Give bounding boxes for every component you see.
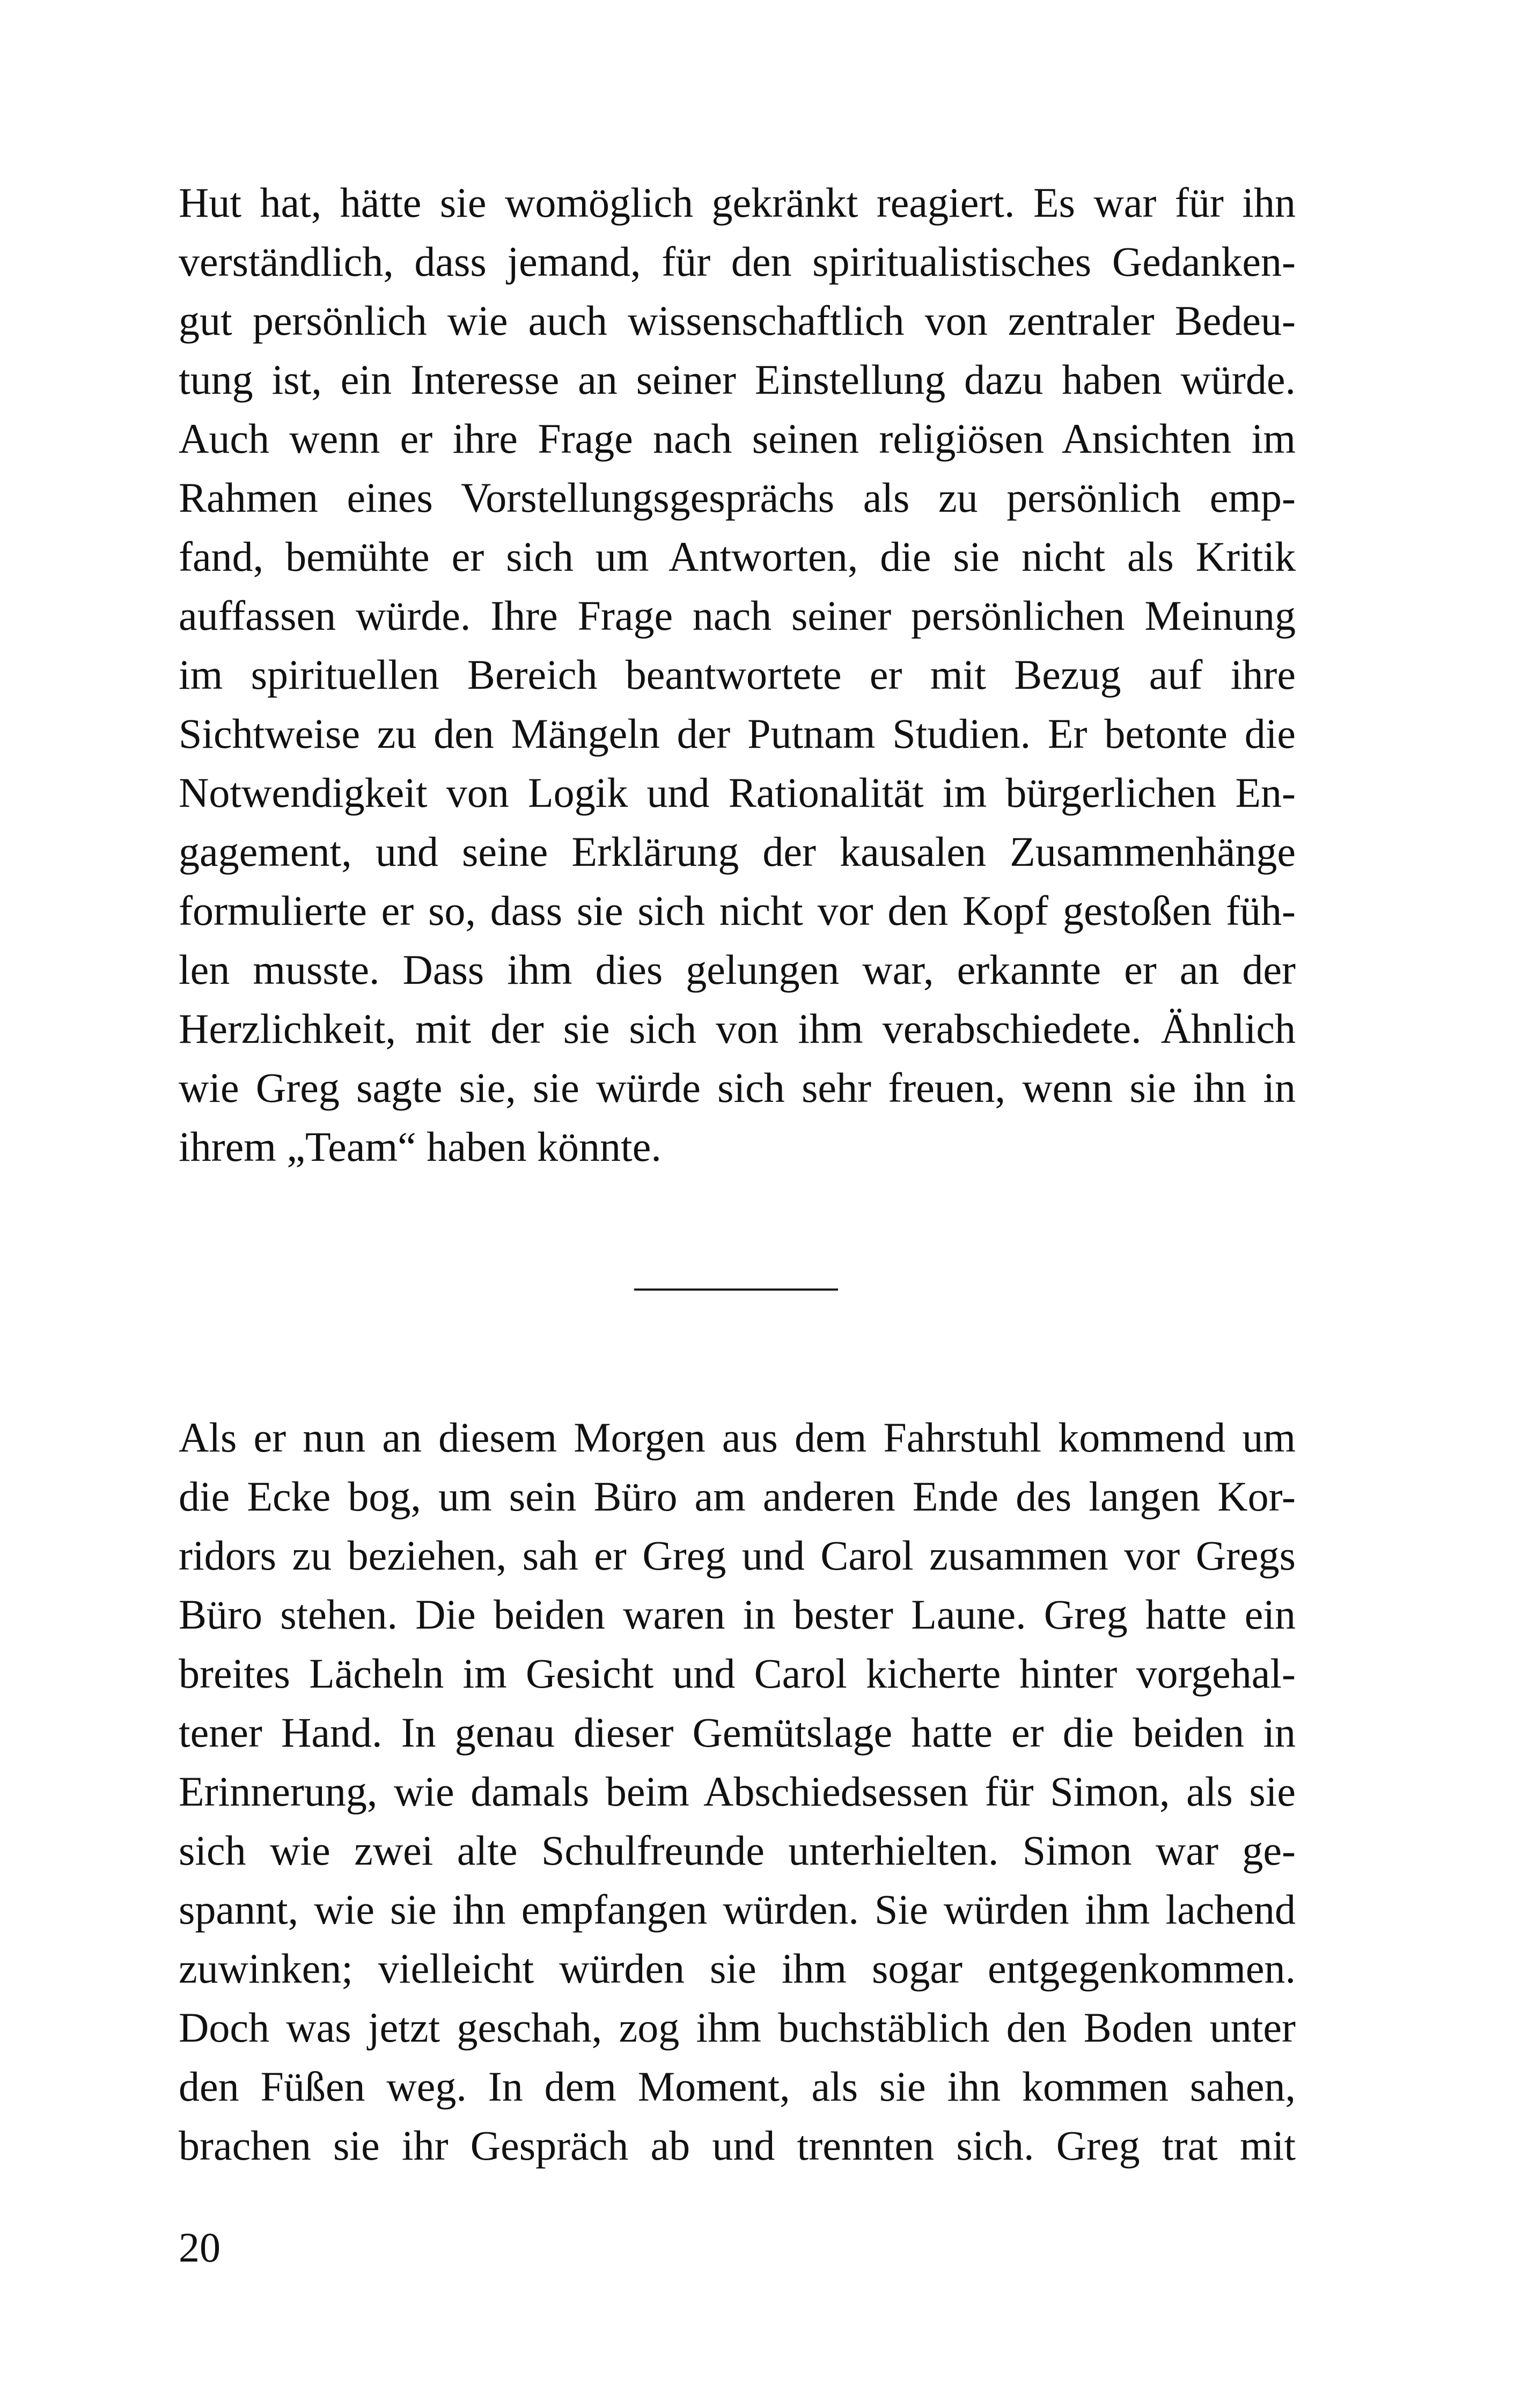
text-line: die Ecke bog, um sein Büro am anderen Ende des langen Kor- (179, 1473, 1296, 1520)
text-line: Als er nun an diesem Morgen aus dem Fahrstuhl kommend um (179, 1414, 1296, 1461)
text-line: den Füßen weg. In dem Moment, als sie ihn kommen sahen, (179, 2063, 1296, 2110)
text-line: formulierte er so, dass sie sich nicht vor den Kopf gestoßen füh- (179, 887, 1296, 934)
text-line: ihrem „Team“ haben könnte. (179, 1123, 662, 1170)
text-line: fand, bemühte er sich um Antworten, die sie nicht als Kritik (179, 533, 1296, 580)
text-line: tung ist, ein Interesse an seiner Einstellung dazu haben würde. (179, 356, 1296, 403)
text-line: Notwendigkeit von Logik und Rationalität im bürgerlichen En- (179, 769, 1296, 816)
text-line: verständlich, dass jemand, für den spiritualistisches Gedanken- (179, 238, 1296, 285)
text-line: Sichtweise zu den Mängeln der Putnam Studien. Er betonte die (179, 710, 1296, 757)
text-line: auffassen würde. Ihre Frage nach seiner persönlichen Meinung (179, 592, 1296, 639)
text-line: Doch was jetzt geschah, zog ihm buchstäblich den Boden unter (179, 2004, 1296, 2051)
text-line: zuwinken; vielleicht würden sie ihm sogar entgegenkommen. (179, 1945, 1296, 1992)
text-line: tener Hand. In genau dieser Gemütslage hatte er die beiden in (179, 1709, 1296, 1756)
text-line: Büro stehen. Die beiden waren in bester Laune. Greg hatte ein (179, 1591, 1296, 1638)
text-line: gut persönlich wie auch wissenschaftlich von zentraler Bedeu- (179, 297, 1296, 344)
text-line: wie Greg sagte sie, sie würde sich sehr freuen, wenn sie ihn in (179, 1064, 1296, 1111)
text-line: breites Lächeln im Gesicht und Carol kicherte hinter vorgehal- (179, 1650, 1296, 1697)
text-line: Auch wenn er ihre Frage nach seinen religiösen Ansichten im (179, 415, 1296, 462)
text-line: Rahmen eines Vorstellungsgesprächs als zu persönlich emp- (179, 474, 1296, 521)
text-line: brachen sie ihr Gespräch ab und trennten sich. Greg trat mit (179, 2122, 1296, 2169)
paragraph-1 (179, 173, 1296, 1176)
text-line: Herzlichkeit, mit der sie sich von ihm verabschiedete. Ähnlich (179, 1005, 1296, 1052)
text-line: len musste. Dass ihm dies gelungen war, erkannte er an der (179, 946, 1296, 993)
text-line: sich wie zwei alte Schulfreunde unterhielten. Simon war ge- (179, 1827, 1296, 1874)
section-divider (634, 1288, 838, 1291)
text-line: gagement, und seine Erklärung der kausalen Zusammenhänge (179, 828, 1296, 875)
text-line: spannt, wie sie ihn empfangen würden. Sie würden ihm lachend (179, 1886, 1296, 1933)
text-line: Hut hat, hätte sie womöglich gekränkt reagiert. Es war für ihn (179, 179, 1296, 226)
text-line: ridors zu beziehen, sah er Greg und Carol zusammen vor Gregs (179, 1532, 1296, 1579)
text-line: Erinnerung, wie damals beim Abschiedsessen für Simon, als sie (179, 1768, 1296, 1815)
paragraph-2 (179, 1408, 1296, 2175)
text-line: im spirituellen Bereich beantwortete er mit Bezug auf ihre (179, 651, 1296, 698)
page-number: 20 (179, 2224, 221, 2271)
